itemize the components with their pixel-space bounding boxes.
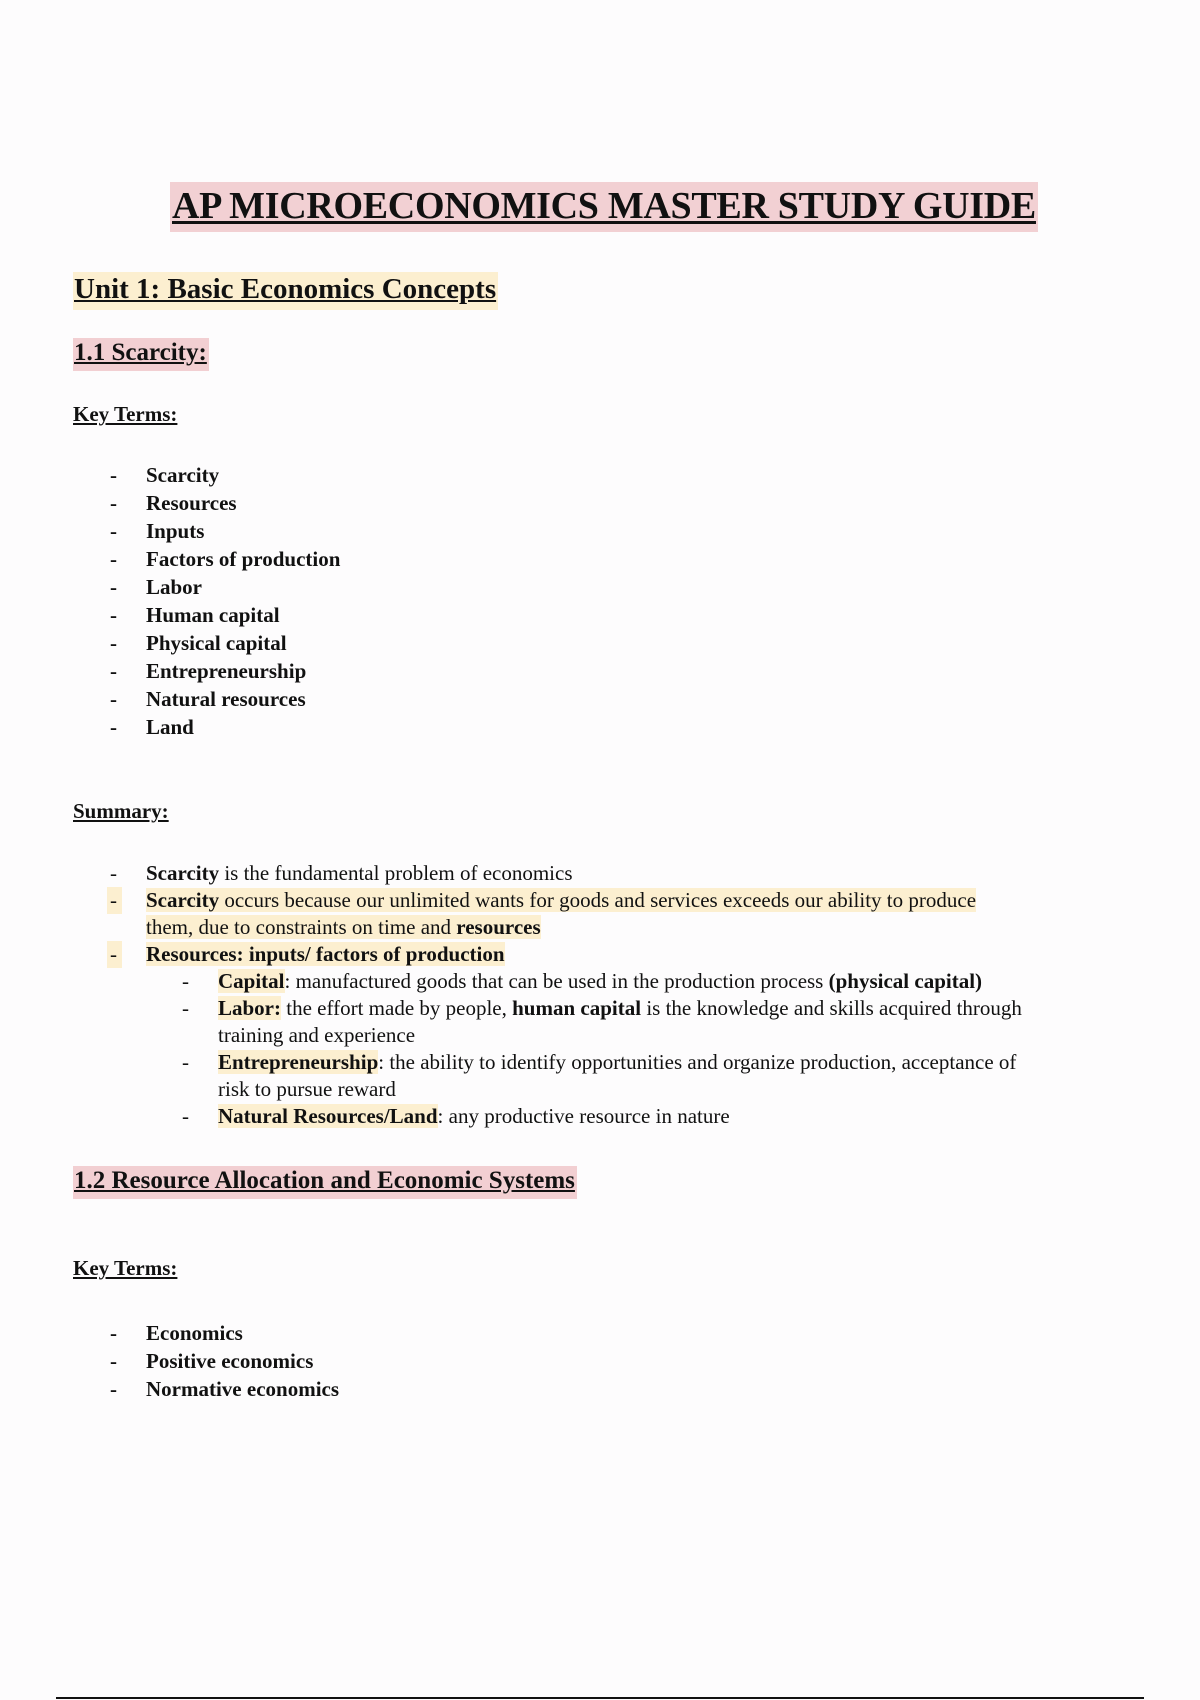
key-terms-label-1-1: Key Terms:	[73, 402, 178, 426]
unit-heading: Unit 1: Basic Economics Concepts	[73, 272, 498, 310]
list-item: - Factors of production	[0, 545, 340, 573]
sub-item-labor: - Labor: the effort made by people, human capital is the knowledge and skills acquired through	[182, 996, 1022, 1020]
list-item: - Entrepreneurship	[0, 657, 340, 685]
list-item: - Resources	[0, 489, 340, 517]
list-item: - Land	[0, 713, 340, 741]
sub-item-continuation: training and experience	[218, 1023, 416, 1047]
list-item: - Positive economics	[0, 1347, 339, 1375]
list-item: - Economics	[0, 1319, 339, 1347]
key-terms-label-1-2: Key Terms:	[73, 1256, 178, 1280]
key-terms-list-1-2	[0, 1319, 339, 1403]
summary-item: - Scarcity is the fundamental problem of economics	[110, 861, 573, 885]
list-item: - Human capital	[0, 601, 340, 629]
sub-item-entrepreneurship: - Entrepreneurship: the ability to identify opportunities and organize production, acceptance of	[182, 1050, 1017, 1074]
sub-item-land: - Natural Resources/Land: any productive resource in nature	[182, 1104, 730, 1128]
summary-list	[0, 860, 1200, 1130]
list-item: - Normative economics	[0, 1375, 339, 1403]
section-heading-1-1: 1.1 Scarcity:	[73, 338, 209, 371]
key-terms-list-1-1	[0, 461, 340, 741]
summary-item-continuation: them, due to constraints on time and resources	[146, 915, 541, 939]
sub-item-continuation: risk to pursue reward	[218, 1077, 396, 1101]
summary-item: - Resources: inputs/ factors of production	[0, 941, 1200, 968]
list-item: - Scarcity	[0, 461, 340, 489]
list-item: - Natural resources	[0, 685, 340, 713]
list-item: - Physical capital	[0, 629, 340, 657]
summary-item: - Scarcity occurs because our unlimited wants for goods and services exceeds our ability to produce	[0, 887, 1200, 914]
section-heading-1-2: 1.2 Resource Allocation and Economic Systems	[73, 1166, 577, 1199]
list-item: - Inputs	[0, 517, 340, 545]
summary-label: Summary:	[73, 799, 169, 823]
page-title: AP MICROECONOMICS MASTER STUDY GUIDE	[170, 182, 1038, 232]
sub-item-capital: - Capital: manufactured goods that can be used in the production process (physical capital)	[182, 969, 983, 993]
list-item: - Labor	[0, 573, 340, 601]
page-bottom-rule	[56, 1697, 1144, 1699]
